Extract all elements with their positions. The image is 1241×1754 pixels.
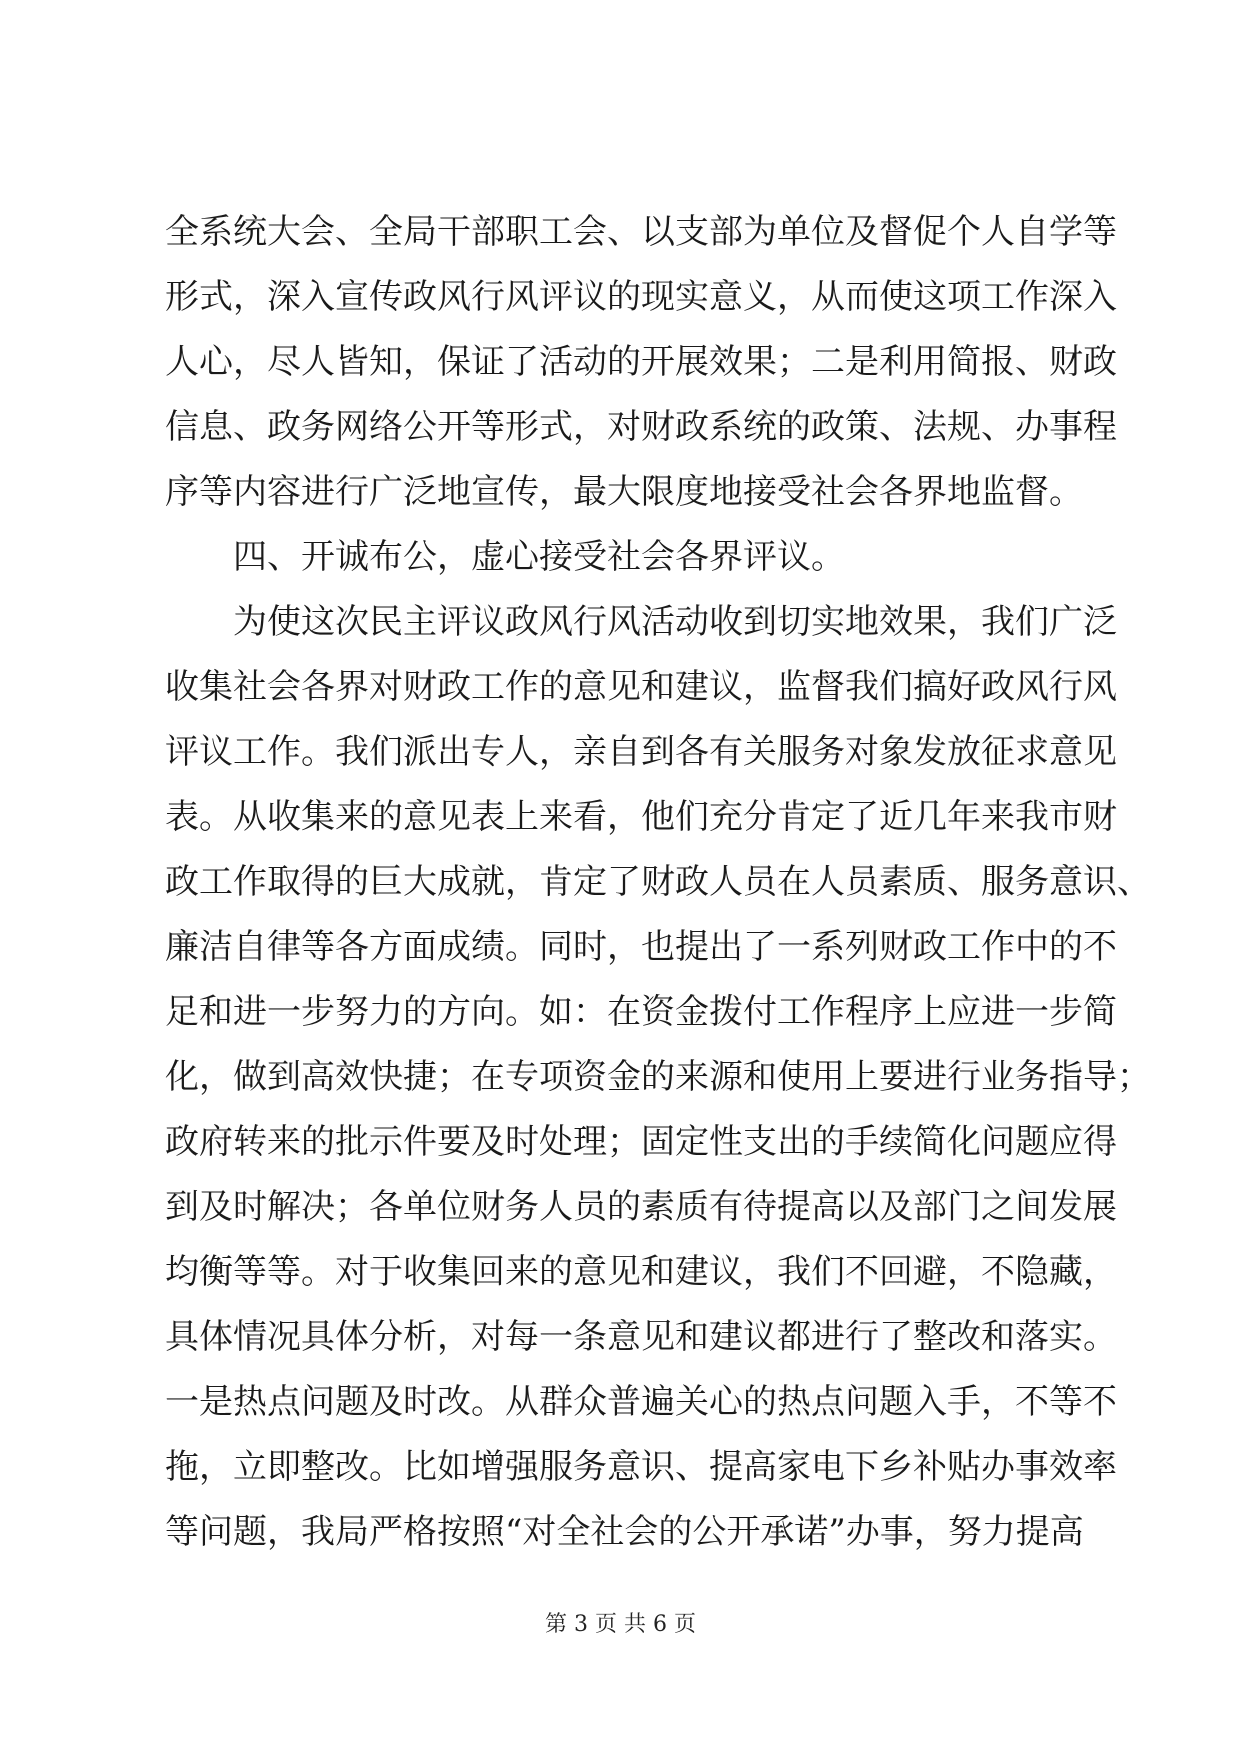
text-line-9: 评议工作。我们派出专人，亲自到各有关服务对象发放征求意见 (165, 732, 1117, 772)
text-line-18: 具体情况具体分析，对每一条意见和建议都进行了整改和落实。 (165, 1317, 1117, 1357)
text-line-10: 表。从收集来的意见表上来看，他们充分肯定了近几年来我市财 (165, 797, 1117, 837)
section-heading: 四、开诚布公，虚心接受社会各界评议。 (233, 537, 845, 577)
text-line-3: 人心，尽人皆知，保证了活动的开展效果；二是利用简报、财政 (165, 342, 1117, 382)
text-line-8: 收集社会各界对财政工作的意见和建议，监督我们搞好政风行风 (165, 667, 1117, 707)
text-line-16: 到及时解决；各单位财务人员的素质有待提高以及部门之间发展 (165, 1187, 1117, 1227)
page-number-footer: 第 3 页 共 6 页 (545, 1612, 696, 1637)
text-line-20: 拖，立即整改。比如增强服务意识、提高家电下乡补贴办事效率 (165, 1447, 1117, 1487)
text-line-17: 均衡等等。对于收集回来的意见和建议，我们不回避，不隐藏， (165, 1252, 1117, 1292)
text-line-15: 政府转来的批示件要及时处理；固定性支出的手续简化问题应得 (165, 1122, 1117, 1162)
text-line-7: 为使这次民主评议政风行风活动收到切实地效果，我们广泛 (233, 602, 1117, 642)
text-line-12: 廉洁自律等各方面成绩。同时，也提出了一系列财政工作中的不 (165, 927, 1117, 967)
text-line-2: 形式，深入宣传政风行风评议的现实意义，从而使这项工作深入 (165, 277, 1117, 317)
text-line-14: 化，做到高效快捷；在专项资金的来源和使用上要进行业务指导； (165, 1057, 1151, 1097)
text-line-5: 序等内容进行广泛地宣传，最大限度地接受社会各界地监督。 (165, 472, 1083, 512)
text-line-1: 全系统大会、全局干部职工会、以支部为单位及督促个人自学等 (165, 212, 1117, 252)
text-line-21: 等问题，我局严格按照“对全社会的公开承诺”办事，努力提高 (165, 1512, 1084, 1552)
text-line-19: 一是热点问题及时改。从群众普遍关心的热点问题入手，不等不 (165, 1382, 1117, 1422)
text-line-13: 足和进一步努力的方向。如：在资金拨付工作程序上应进一步简 (165, 992, 1117, 1032)
text-line-4: 信息、政务网络公开等形式，对财政系统的政策、法规、办事程 (165, 407, 1117, 447)
text-line-11: 政工作取得的巨大成就，肯定了财政人员在人员素质、服务意识、 (165, 862, 1151, 902)
